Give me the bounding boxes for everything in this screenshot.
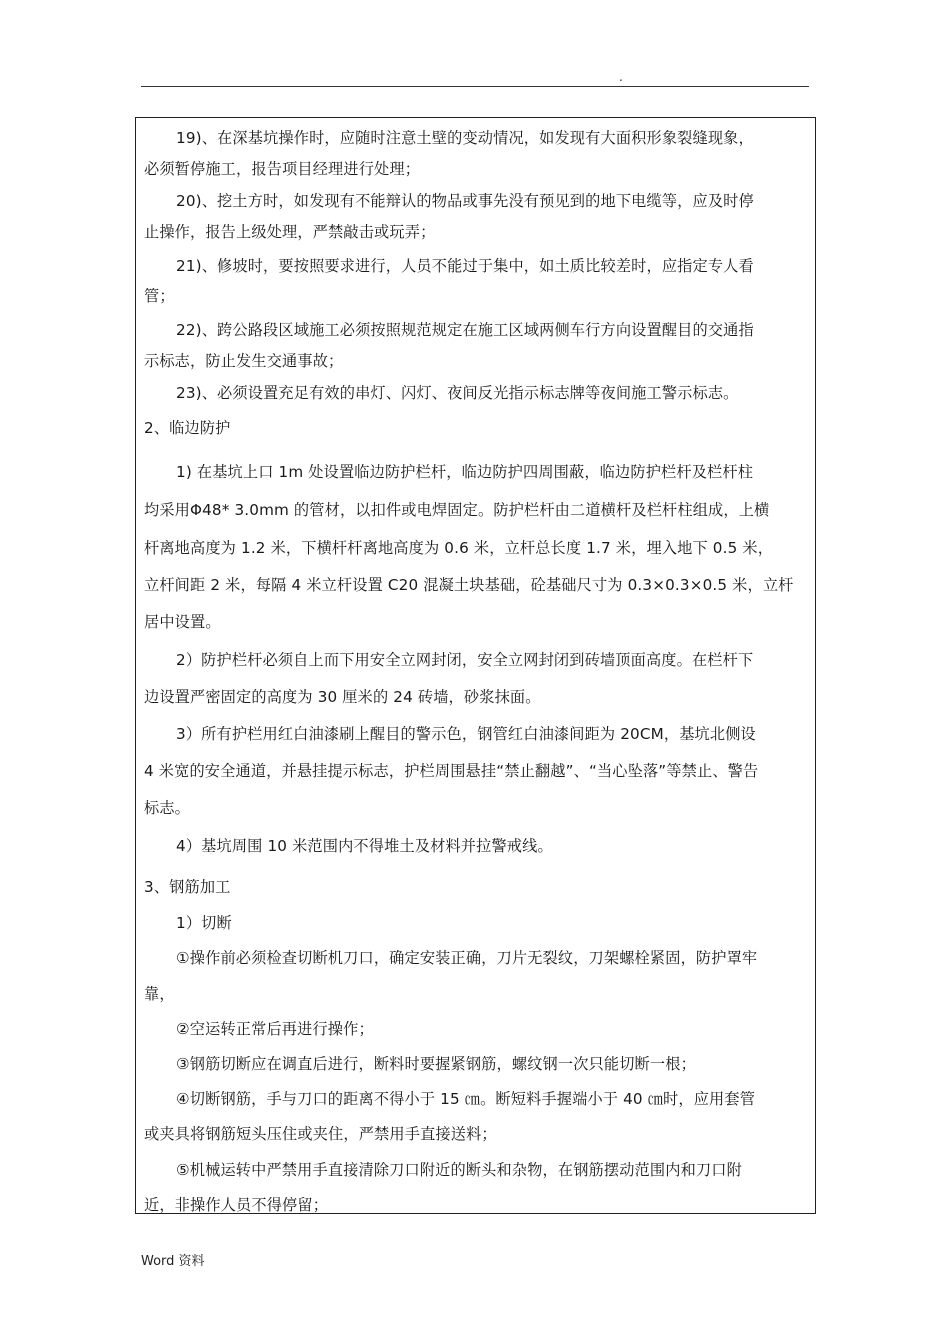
text-line: 管；: [144, 287, 175, 305]
header-rule: [141, 86, 809, 87]
text-line: 标志。: [144, 799, 191, 817]
text-line: ③钢筋切断应在调直后进行，断料时要握紧钢筋，螺纹钢一次只能切断一根；: [176, 1055, 696, 1073]
footer-text: Word 资料: [141, 1254, 205, 1269]
text-line: 22)、跨公路段区域施工必须按照规范规定在施工区域两侧车行方向设置醒目的交通指: [176, 321, 754, 339]
text-line: 均采用Φ48* 3.0mm 的管材，以扣件或电焊固定。防护栏杆由二道横杆及栏杆柱组成，上横: [144, 501, 770, 519]
text-line: ②空运转正常后再进行操作；: [176, 1020, 374, 1038]
text-line: 1) 在基坑上口 1m 处设置临边防护栏杆，临边防护四周围蔽，临边防护栏杆及栏杆柱: [176, 463, 754, 481]
text-line: 止操作，报告上级处理，严禁敲击或玩弄；: [144, 223, 436, 241]
header-mark: .: [619, 70, 623, 84]
text-line: 杆离地高度为 1.2 米，下横杆杆离地高度为 0.6 米，立杆总长度 1.7 米，埋入地下 0.5 米，: [144, 539, 774, 557]
text-line: 19)、在深基坑操作时，应随时注意土壁的变动情况，如发现有大面积形象裂缝现象，: [176, 129, 754, 147]
text-line: 23)、必须设置充足有效的串灯、闪灯、夜间反光指示标志牌等夜间施工警示标志。: [176, 384, 739, 402]
text-line: ⑤机械运转中严禁用手直接清除刀口附近的断头和杂物，在钢筋摆动范围内和刀口附: [176, 1161, 742, 1179]
text-line: 3、钢筋加工: [144, 878, 231, 896]
text-line: 居中设置。: [144, 613, 221, 631]
text-line: 边设置严密固定的高度为 30 厘米的 24 砖墙，砂浆抹面。: [144, 688, 541, 706]
text-line: 1）切断: [176, 914, 232, 932]
text-line: ①操作前必须检查切断机刀口，确定安装正确，刀片无裂纹，刀架螺栓紧固，防护罩牢: [176, 949, 758, 967]
text-line: 4）基坑周围 10 米范围内不得堆土及材料并拉警戒线。: [176, 837, 553, 855]
text-line: 立杆间距 2 米，每隔 4 米立杆设置 C20 混凝土块基础，砼基础尺寸为 0.3×0.3×0.5 米，立杆: [144, 576, 794, 594]
text-line: 近，非操作人员不得停留；: [144, 1196, 329, 1214]
text-line: 20)、挖土方时，如发现有不能辩认的物品或事先没有预见到的地下电缆等，应及时停: [176, 192, 754, 210]
text-line: ④切断钢筋，手与刀口的距离不得小于 15 ㎝。断短料手握端小于 40 ㎝时，应用套管: [176, 1090, 756, 1108]
text-line: 3）所有护栏用红白油漆刷上醒目的警示色，钢管红白油漆间距为 20CM，基坑北侧设: [176, 725, 756, 743]
text-line: 2、临边防护: [144, 419, 231, 437]
text-line: 21)、修坡时，要按照要求进行，人员不能过于集中，如土质比较差时，应指定专人看: [176, 257, 754, 275]
text-line: 示标志，防止发生交通事故；: [144, 352, 344, 370]
text-line: 或夹具将钢筋短头压住或夹住，严禁用手直接送料；: [144, 1125, 497, 1143]
text-line: 必须暂停施工，报告项目经理进行处理；: [144, 160, 421, 178]
text-line: 靠，: [144, 985, 175, 1003]
text-line: 2）防护栏杆必须自上而下用安全立网封闭，安全立网封闭到砖墙顶面高度。在栏杆下: [176, 651, 754, 669]
text-line: 4 米宽的安全通道，并悬挂提示标志，护栏周围悬挂“禁止翻越”、“当心坠落”等禁止、警告: [144, 762, 759, 780]
